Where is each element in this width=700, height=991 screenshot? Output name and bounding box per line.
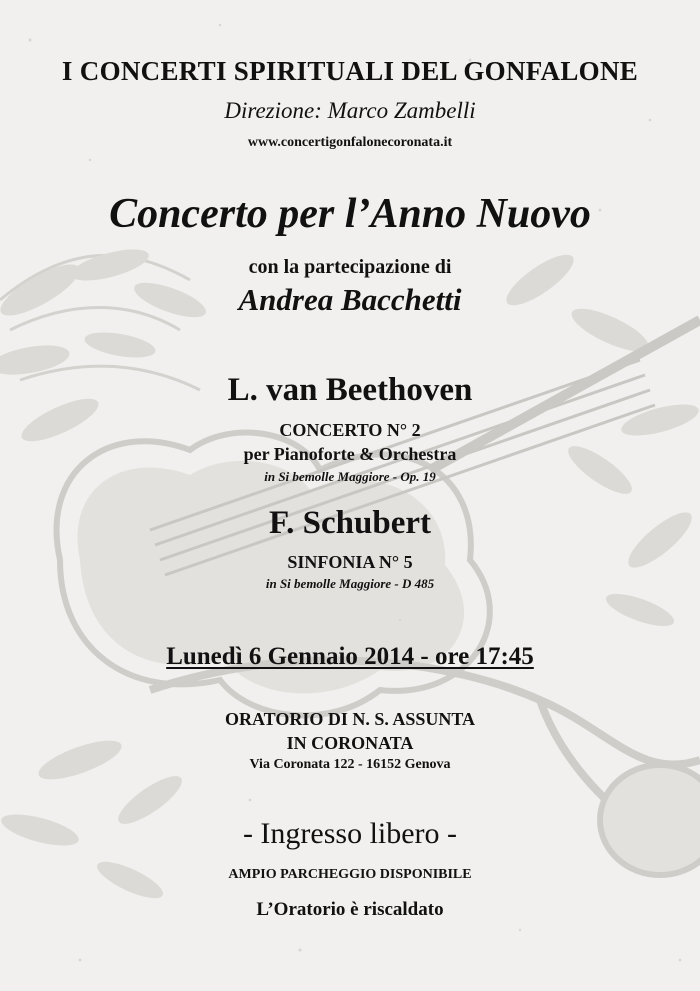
concert-title: Concerto per l’Anno Nuovo xyxy=(109,191,591,237)
parking-note: AMPIO PARCHEGGIO DISPONIBILE xyxy=(228,867,472,882)
artistic-direction: Direzione: Marco Zambelli xyxy=(224,98,476,123)
event-date-time xyxy=(0,643,700,671)
work-title-concerto: CONCERTO N° 2 xyxy=(279,420,421,440)
free-entry-note: - Ingresso libero - xyxy=(242,817,458,850)
work-title-symphony: SINFONIA N° 5 xyxy=(287,552,413,572)
work-key-concerto: in Si bemolle Maggiore - Op. 19 xyxy=(264,469,436,484)
venue-name-line1: ORATORIO DI N. S. ASSUNTA xyxy=(224,709,476,729)
venue-name-line2: IN CORONATA xyxy=(286,733,414,753)
participation-intro: con la partecipazione di xyxy=(248,256,452,278)
composer-beethoven: L. van Beethoven xyxy=(227,372,473,408)
soloist-name: Andrea Bacchetti xyxy=(238,282,462,317)
website-url: www.concertigonfalonecoronata.it xyxy=(247,135,453,150)
event-date-time-text: Lunedì 6 Gennaio 2014 - ore 17:45 xyxy=(166,643,534,670)
series-title: I CONCERTI SPIRITUALI DEL GONFALONE xyxy=(61,56,639,86)
work-key-symphony: in Si bemolle Maggiore - D 485 xyxy=(265,576,435,591)
heated-note: L’Oratorio è riscaldato xyxy=(256,899,444,920)
venue-address: Via Coronata 122 - 16152 Genova xyxy=(249,757,451,772)
work-instrumentation: per Pianoforte & Orchestra xyxy=(243,444,457,464)
composer-schubert: F. Schubert xyxy=(269,505,431,541)
